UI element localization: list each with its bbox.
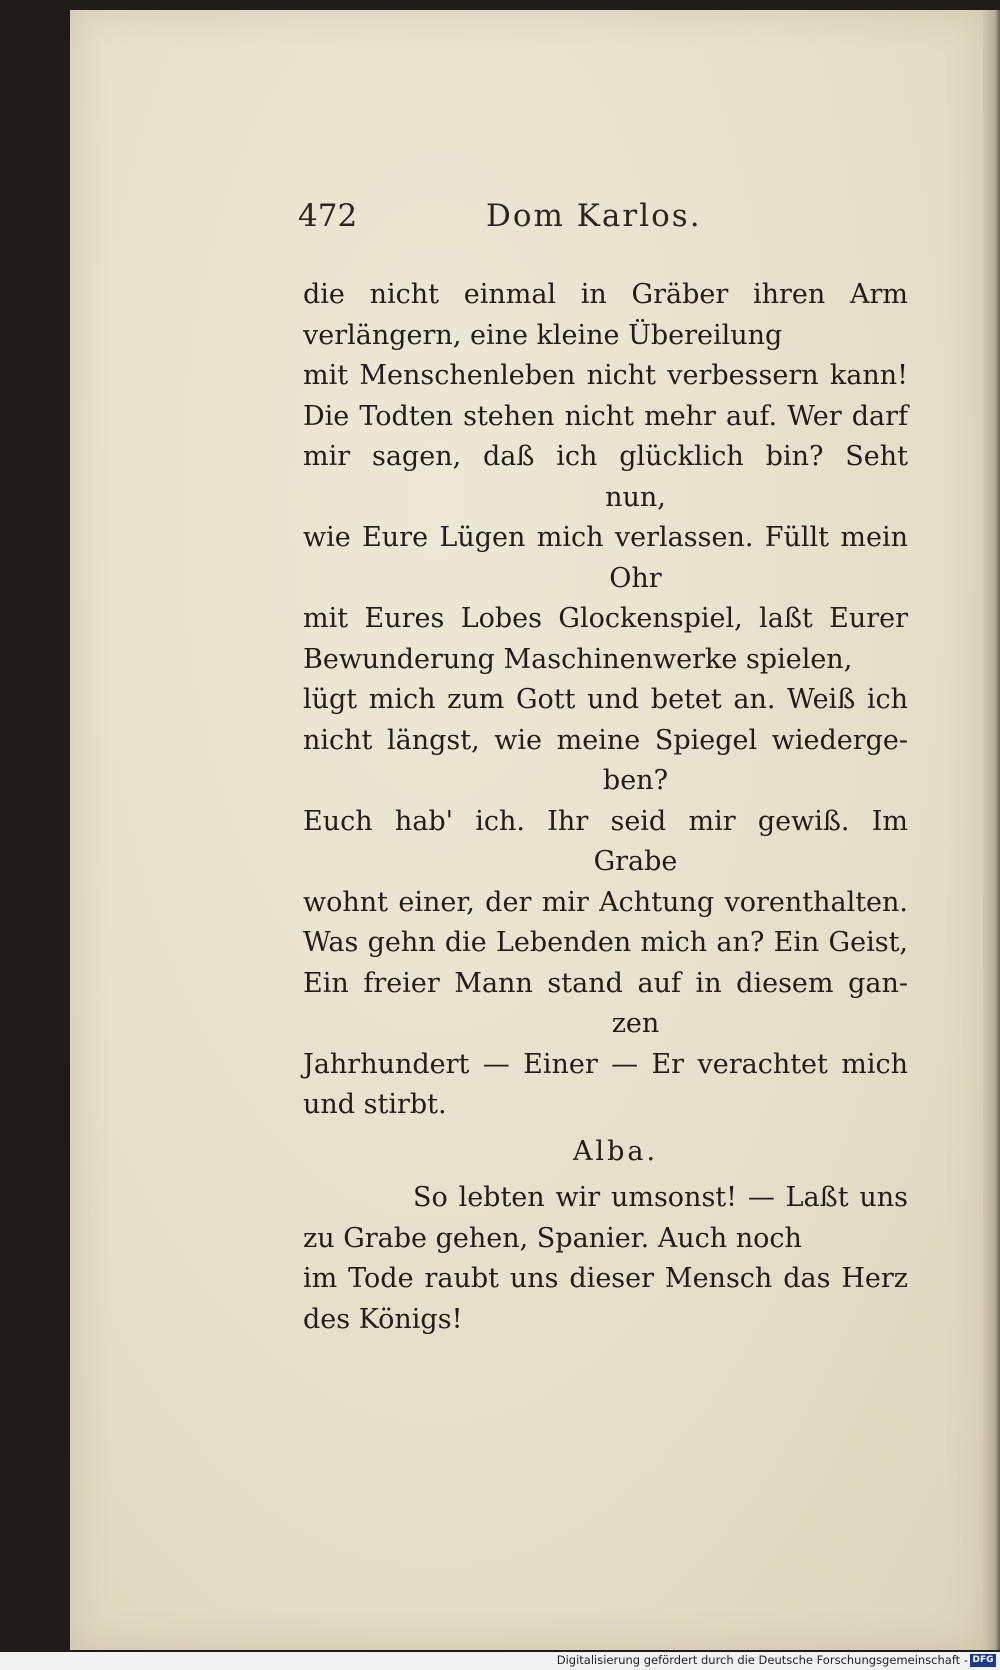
running-title: Dom Karlos.	[486, 198, 702, 234]
text-line-turnover: ben?	[602, 765, 669, 796]
text-line: zu Grabe gehen, Spanier. Auch noch	[303, 1222, 802, 1254]
text-line: mit Eures Lobes Glockenspiel, laßt Eurer	[303, 603, 908, 634]
text-line: Euch hab' ich. Ihr seid mir gewiß. Im	[303, 805, 908, 837]
text-line: mit Menschenleben nicht verbessern kann!	[303, 360, 908, 391]
text-line: wie Eure Lügen mich verlassen. Füllt mein	[303, 522, 908, 553]
dfg-logo: DFG	[970, 1654, 996, 1667]
text-line: wohnt einer, der mir Achtung vorenthalten.	[303, 886, 908, 918]
text-line: mir sagen, daß ich glücklich bin? Seht	[303, 441, 908, 472]
text-line: die nicht einmal in Gräber ihren Arm	[303, 279, 908, 310]
text-line: und stirbt.	[303, 1089, 447, 1120]
text-line: nicht längst, wie meine Spiegel wiederge-	[303, 724, 908, 756]
text-line: im Tode raubt uns dieser Mensch das Herz	[303, 1263, 908, 1294]
text-line: lügt mich zum Gott und betet an. Weiß ich	[303, 684, 908, 715]
text-line: Bewunderung Maschinenwerke spielen,	[303, 643, 853, 675]
text-line-turnover: Grabe	[593, 846, 678, 877]
text-line: Jahrhundert — Einer — Er verachtet mich	[303, 1048, 908, 1080]
speaker-name: Alba.	[572, 1135, 659, 1167]
verse-text	[303, 275, 908, 1340]
text-line-turnover: zen	[611, 1008, 660, 1039]
digitization-footer	[0, 1652, 1000, 1670]
text-line: Was gehn die Lebenden mich an? Ein Geist,	[303, 927, 908, 958]
text-line: des Königs!	[303, 1303, 463, 1335]
text-line-turnover: nun,	[605, 481, 666, 513]
text-line: So lebten wir umsonst! — Laßt uns	[413, 1182, 908, 1213]
digitization-credit: Digitalisierung gefördert durch die Deutsche Forschungsgemeinschaft -	[556, 1653, 968, 1667]
text-line: verlängern, eine kleine Übereilung	[303, 319, 783, 351]
page-number: 472	[298, 198, 358, 234]
page-header	[298, 198, 908, 246]
text-line-turnover: Ohr	[609, 562, 662, 594]
text-line: Ein freier Mann stand auf in diesem gan-	[303, 967, 908, 999]
text-line: Die Todten stehen nicht mehr auf. Wer darf	[303, 400, 908, 432]
